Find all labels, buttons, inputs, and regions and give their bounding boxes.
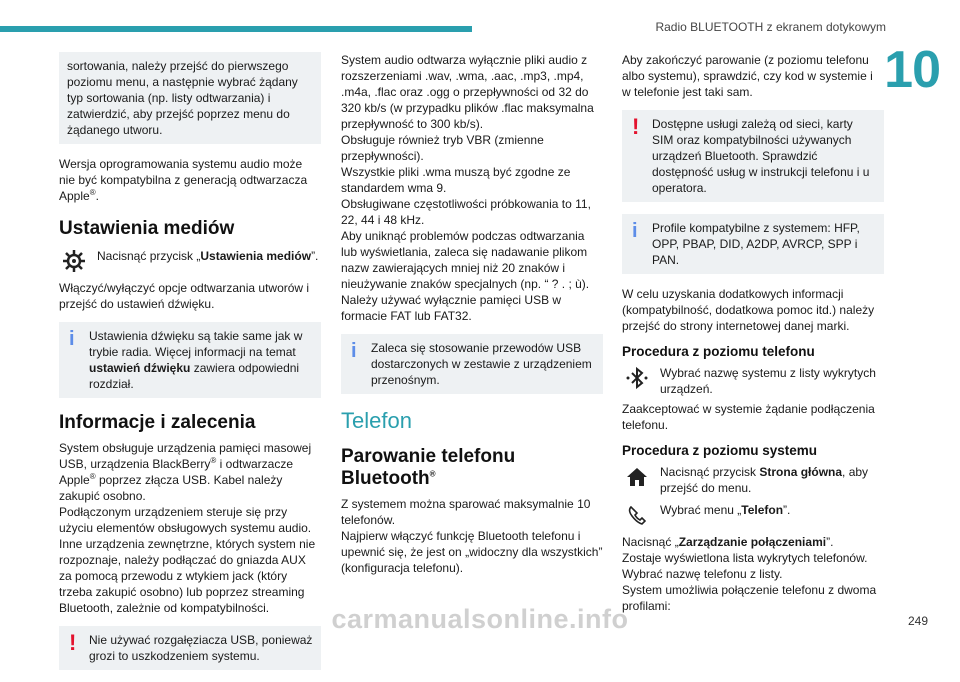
- paragraph-connection-steps: Nacisnąć „Zarządzanie połączeniami”. Zostaje wyświetlona lista wykrytych telefonów. Wybrać nazwę telefonu z listy. System umożliwia połączenie telefonu z dwoma profilami:: [622, 535, 877, 613]
- info-box-usb-cables: i Zaleca się stosowanie przewodów USB dostarczonych w zestawie z urządzeniem przenośnym.: [341, 334, 603, 394]
- page-number: 249: [907, 614, 928, 628]
- phone-icon: [622, 500, 652, 530]
- paragraph-toggle-options: Włączyć/wyłączyć opcje odtwarzania utworów i przejść do ustawień dźwięku.: [59, 281, 310, 311]
- heading-from-system: Procedura z poziomu systemu: [622, 443, 818, 458]
- paragraph-more-info: W celu uzyskania dodatkowych informacji (kompatybilność, dodatkowa pomoc itd.) należy przejść do strony internetowej danej marki.: [622, 287, 875, 333]
- paragraph-version: Wersja oprogramowania systemu audio może nie być kompatybilna z generacją odtwarzacza Apple®.: [59, 157, 308, 203]
- header-accent-bar: [0, 26, 472, 32]
- home-icon: [622, 462, 652, 492]
- warning-box-services: ! Dostępne usługi zależą od sieci, karty SIM oraz kompatybilności używanych urządzeń Bluetooth. Sprawdzić dostępność usług w instrukcji telefonu i u operatora.: [622, 110, 884, 202]
- media-settings-icon: [59, 246, 89, 276]
- paragraph-usb-support: System obsługuje urządzenia pamięci masowej USB, urządzenia BlackBerry® i odtwarzacze Apple® poprzez złącza USB. Kabel należy zakupić osobno. Podłączonym urządzeniem steruje się przy użyciu elementów obsługowych systemu audio. Inne urządzenia zewnętrzne, których system nie rozpoznaje, należy podłączać do gniazda AUX za pomocą przewodu z wtykiem jack (który trzeba zakupić osobno) lub poprzez streaming Bluetooth, zależnie od kompatybilności.: [59, 441, 316, 615]
- column-1: [59, 52, 321, 682]
- heading-media-settings: Ustawienia mediów: [59, 218, 235, 239]
- paragraph-formats: System audio odtwarza wyłącznie pliki audio z rozszerzeniami .wav, .wma, .aac, .mp3, .mp4, .m4a, .flac oraz .ogg o przepływności od 32 do 320 kb/s (w przypadku plików .flac maksymalna przepływność to 300 kb/s). Obsługuje również tryb VBR (zmienne przepływności). Wszystkie pliki .wma muszą być zgodne ze standardem wma 9. Obsługiwane częstotliwości próbkowania to 11, 22, 44 i 48 kHz. Aby uniknąć problemów podczas odtwarzania lub wyświetlania, zaleca się nadawanie plikom nazw zawierających mniej niż 20 znaków i nieużywanie znaków specjalnych (np. “ ? . ; ù). Należy używać wyłącznie pamięci USB w formacie FAT lub FAT32.: [341, 53, 594, 323]
- phone-menu-instruction: Wybrać menu „Telefon”.: [622, 500, 884, 530]
- section-title-phone: Telefon: [341, 408, 412, 433]
- info-icon: i: [69, 328, 75, 350]
- chapter-number: 10: [884, 41, 940, 99]
- info-icon: i: [351, 340, 357, 362]
- bluetooth-icon: [622, 363, 652, 393]
- heading-bluetooth-pairing: Parowanie telefonu Bluetooth®: [341, 446, 516, 489]
- footer-watermark: carmanualsonline.info: [331, 604, 629, 634]
- note-box-sorting: [59, 52, 321, 144]
- paragraph-accept-request: Zaakceptować w systemie żądanie podłączenia telefonu.: [622, 402, 875, 432]
- media-settings-instruction: Nacisnąć przycisk „Ustawienia mediów”.: [59, 246, 321, 276]
- heading-from-phone: Procedura z poziomu telefonu: [622, 344, 815, 359]
- column-3: [622, 52, 884, 624]
- warning-icon: !: [69, 630, 77, 655]
- column-2: [341, 52, 603, 586]
- home-instruction: Nacisnąć przycisk Strona główna, aby przejść do menu.: [622, 462, 884, 496]
- info-box-sound: i Ustawienia dźwięku są takie same jak w trybie radia. Więcej informacji na temat ustawień dźwięku zawiera odpowiedni rozdział.: [59, 322, 321, 398]
- warning-icon: !: [632, 114, 640, 139]
- info-box-profiles: i Profile kompatybilne z systemem: HFP, OPP, PBAP, DID, A2DP, AVRCP, SPP i PAN.: [622, 214, 884, 274]
- note-text: sortowania, należy przejść do pierwszego poziomu menu, a następnie wybrać żądany typ sortowania (np. listy odtwarzania) i zatwierdzić, aby przejść poprzez menu do żądanego utworu.: [67, 59, 298, 137]
- paragraph-finish-pairing: Aby zakończyć parowanie (z poziomu telefonu albo systemu), sprawdzić, czy kod w systemie i w telefonie jest taki sam.: [622, 53, 873, 99]
- heading-info-recommendations: Informacje i zalecenia: [59, 412, 256, 433]
- info-icon: i: [632, 220, 638, 242]
- page-header-title: Radio BLUETOOTH z ekranem dotykowym: [655, 20, 886, 34]
- paragraph-max-phones: Z systemem można sparować maksymalnie 10 telefonów. Najpierw włączyć funkcję Bluetooth telefonu i upewnić się, że jest on „widoczny dla wszystkich” (konfiguracja telefonu).: [341, 497, 603, 575]
- warning-box-usb-hub: ! Nie używać rozgałęziacza USB, ponieważ grozi to uszkodzeniem systemu.: [59, 626, 321, 670]
- bluetooth-instruction: Wybrać nazwę systemu z listy wykrytych urządzeń.: [622, 363, 884, 397]
